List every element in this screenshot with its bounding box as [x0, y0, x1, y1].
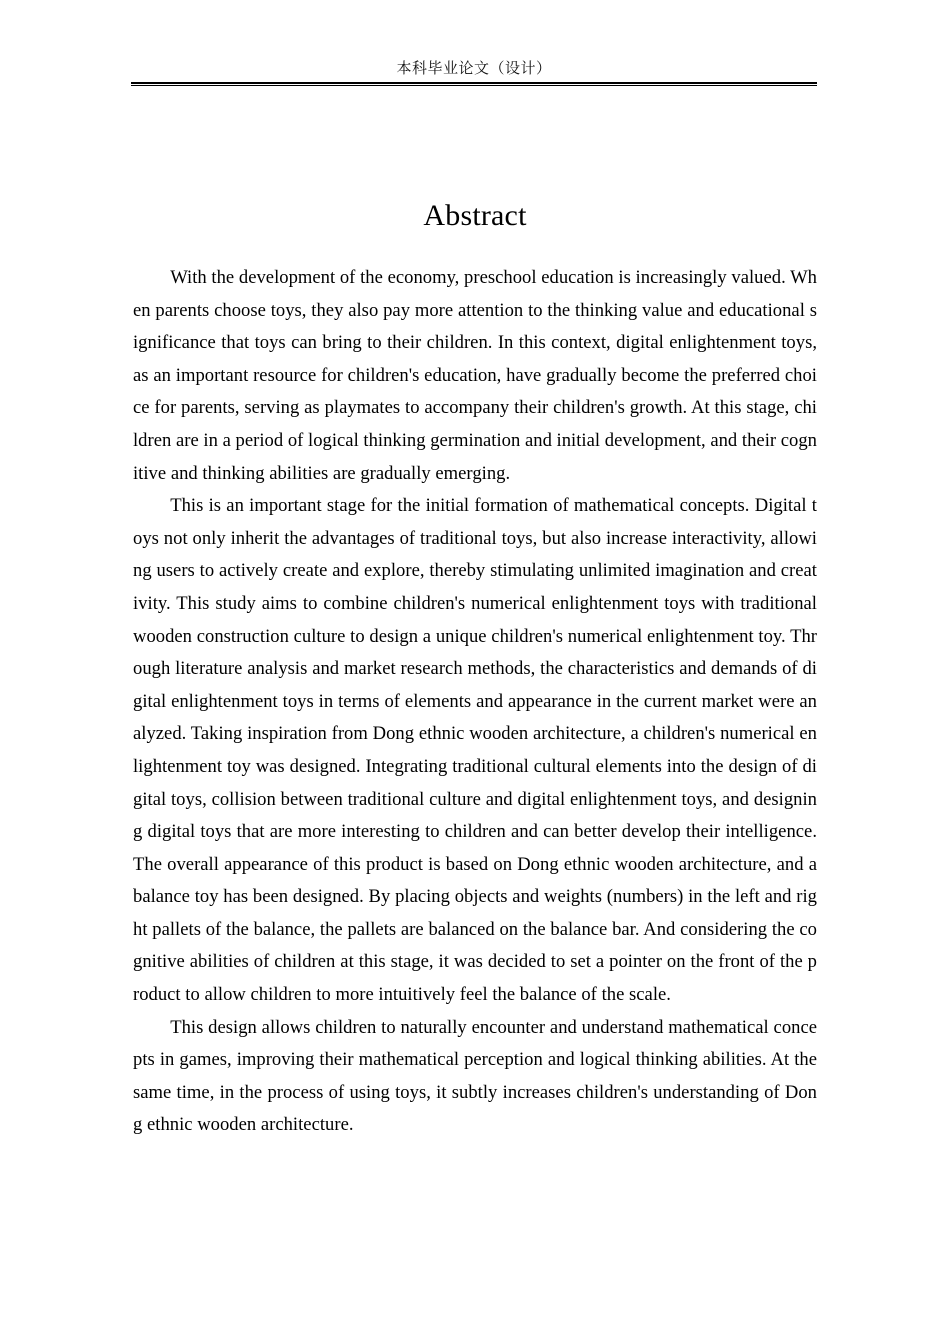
- header-title: 本科毕业论文（设计）: [396, 61, 552, 77]
- header-divider: [131, 82, 817, 86]
- page-title: Abstract: [423, 199, 527, 232]
- document-body: [133, 196, 817, 1142]
- abstract-paragraph: With the development of the economy, preschool education is increasingly valued. When parents choose toys, they also pay more attention to the thinking value and educational significance that toys can bring to their children. In this context, digital enlightenment toys, as an important resource for children's education, have gradually become the preferred choice for parents, serving as playmates to accompany their children's growth. At this stage, children are in a period of logical thinking germination and initial development, and their cognitive and thinking abilities are gradually emerging.: [133, 267, 817, 484]
- abstract-paragraph: This design allows children to naturally encounter and understand mathematical concepts in games, improving their mathematical perception and logical thinking abilities. At the same time, in the process of using toys, it subtly increases children's understanding of Dong ethnic wooden architecture.: [133, 1016, 817, 1136]
- page-header: [131, 58, 817, 86]
- header-divider-thin-line: [131, 85, 817, 86]
- abstract-paragraph: This is an important stage for the initial formation of mathematical concepts. Digital toys not only inherit the advantages of traditional toys, but also increase interactivity, allowing users to actively create and explore, thereby stimulating unlimited imagination and creativity. This study aims to combine children's numerical enlightenment toys with traditional wooden construction culture to design a unique children's numerical enlightenment toy. Through literature analysis and market research methods, the characteristics and demands of digital enlightenment toys in terms of elements and appearance in the current market were analyzed. Taking inspiration from Dong ethnic wooden architecture, a children's numerical enlightenment toy was designed. Integrating traditional cultural elements into the design of digital toys, collision between traditional culture and digital enlightenment toys, and designing digital toys that are more interesting to children and can better develop their intelligence. The overall appearance of this product is based on Dong ethnic wooden architecture, and a balance toy has been designed. By placing objects and weights (numbers) in the left and right pallets of the balance, the pallets are balanced on the balance bar. And considering the cognitive abilities of children at this stage, it was decided to set a pointer on the front of the product to allow children to more intuitively feel the balance of the scale.: [133, 495, 817, 1006]
